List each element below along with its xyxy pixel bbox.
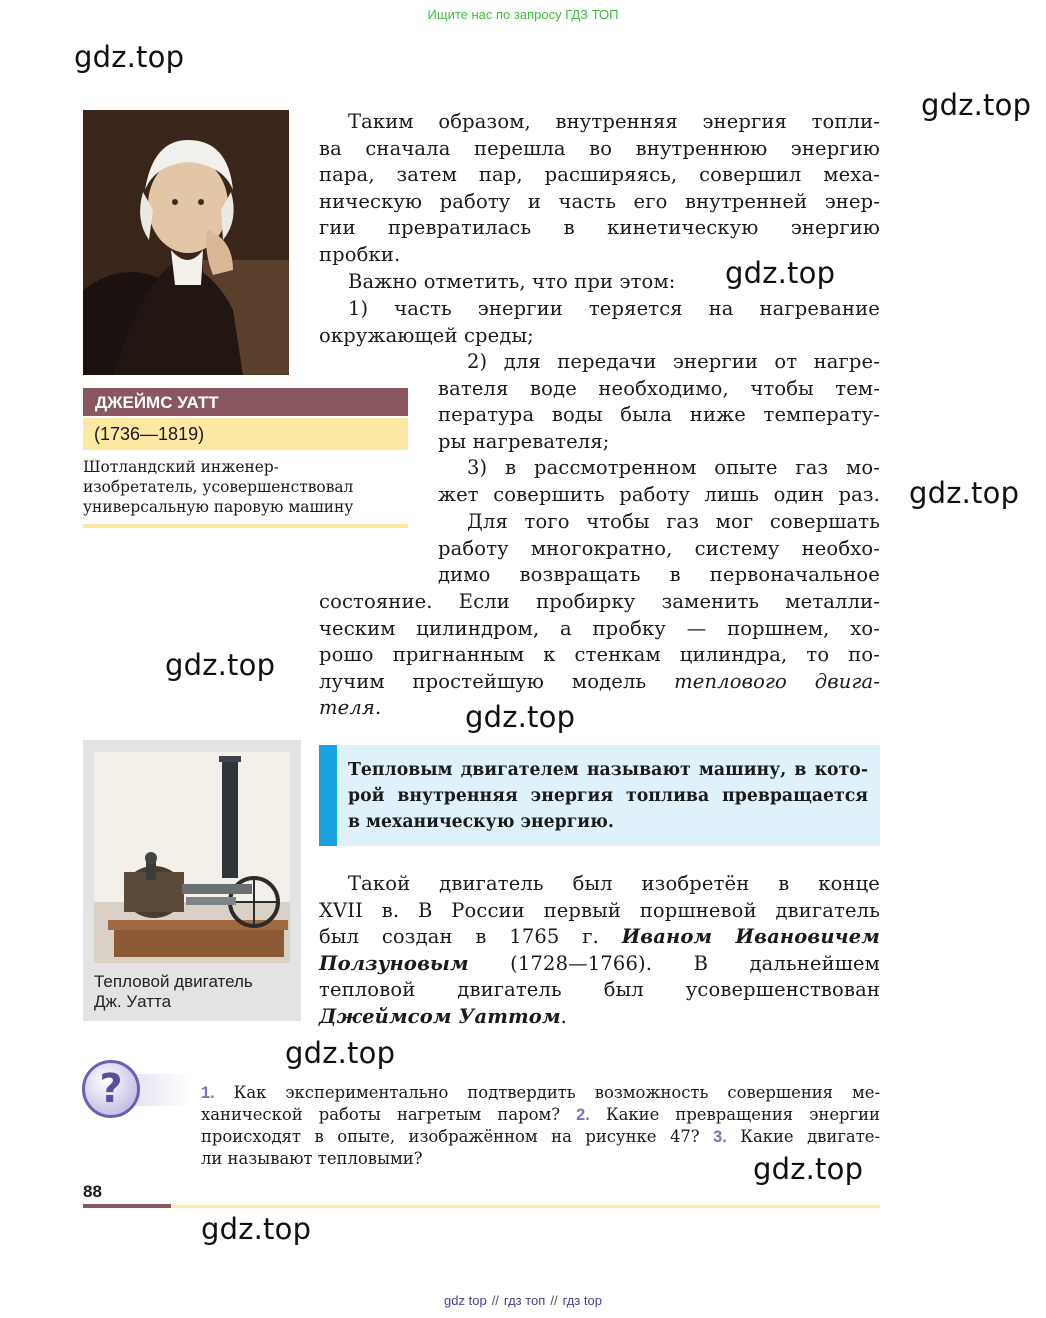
watermark: gdz.top [909, 476, 1020, 510]
person-bio [83, 457, 408, 517]
definition-text [348, 757, 868, 835]
text-run: . [374, 696, 382, 720]
list-item-1 [319, 296, 880, 349]
question-text: Какие превращения энергии [589, 1105, 880, 1124]
bio-line: Шотландский инженер- [83, 458, 279, 476]
text-line: окружающей среды; [319, 323, 534, 347]
person-name: Иваном Ивановичем [621, 925, 880, 949]
banner-separator: // [550, 1293, 558, 1308]
watermark: gdz.top [201, 1212, 312, 1246]
person-name: Джеймсом Уаттом [319, 1004, 561, 1028]
list-item-2 [438, 349, 880, 455]
question-number: 2. [576, 1106, 590, 1124]
page-number: 88 [83, 1182, 102, 1201]
text-line: тепловой двигатель был усовершенствован [319, 978, 880, 1002]
text-line: работу многократно, систему необхо- [438, 536, 880, 560]
banner-link[interactable]: гдз top [562, 1293, 602, 1308]
banner-link[interactable]: gdz top [444, 1293, 487, 1308]
engine-figure [83, 740, 301, 1021]
text-line [201, 1082, 880, 1104]
paragraph-engine-history [319, 871, 880, 1031]
watermark: gdz.top [921, 88, 1032, 122]
text-line: 3) в рассмотренном опыте газ мо- [467, 456, 880, 479]
text-line: пара, затем пар, расширяясь, совершил меха- [319, 163, 880, 187]
banner-separator: // [491, 1293, 499, 1308]
person-name-bar: ДЖЕЙМС УАТТ [83, 388, 408, 416]
banner-link[interactable]: гдз топ [503, 1293, 546, 1308]
text-line: Такой двигатель был изобретён в конце [348, 872, 880, 895]
review-questions [201, 1082, 880, 1169]
text-line: в механическую энергию. [348, 812, 614, 832]
text-line: гии превратилась в кинетическую энергию [319, 216, 880, 240]
term-italic: теля [319, 696, 375, 720]
text-line: ры нагревателя; [438, 429, 610, 453]
caption-line: Дж. Уатта [94, 992, 172, 1011]
text-line: ническую работу и часть его внутренней энер- [319, 189, 880, 213]
question-text: Как экспериментально подтвердить возможность совершения ме- [214, 1083, 880, 1102]
question-text: Какие двигате- [726, 1127, 880, 1146]
text-line: жет совершить работу лишь один раз. [438, 482, 880, 506]
text-line [201, 1126, 880, 1148]
text-line: рошо пригнанным к стенкам цилиндра, то по- [319, 643, 880, 667]
person-name: Ползуновым [319, 951, 469, 975]
text-line: XVII в. В России первый поршневой двигатель [319, 898, 880, 922]
text-line [319, 669, 880, 696]
paragraph-energy-transformation [319, 109, 880, 269]
question-number: 1. [201, 1084, 215, 1102]
text-line: 2) для передачи энергии от нагре- [467, 350, 880, 373]
bio-line: изобретатель, усовершенствовал [83, 478, 354, 496]
definition-box [319, 745, 880, 846]
paragraph-repeated-work [438, 509, 880, 589]
text-line: ва сначала перешла во внутреннюю энергию [319, 136, 880, 160]
question-mark-icon: ? [82, 1060, 140, 1118]
james-watt-portrait [83, 110, 289, 375]
text-line: пробки. [319, 242, 401, 266]
question-text: происходят в опыте, изображённом на рисунке 47? [201, 1127, 714, 1146]
text-line: ческим цилиндром, а пробку — поршнем, хо- [319, 616, 880, 640]
watermark: gdz.top [285, 1036, 396, 1070]
text-line: вателя воде необходимо, чтобы тем- [438, 376, 880, 400]
bottom-banner [0, 1293, 1046, 1308]
top-banner: Ищите нас по запросу ГДЗ ТОП [427, 7, 619, 22]
bio-line: универсальную паровую машину [83, 498, 354, 516]
watermark: gdz.top [465, 700, 576, 734]
caption-line: Тепловой двигатель [94, 972, 253, 991]
text-line: Таким образом, внутренняя энергия топли- [348, 110, 880, 133]
text-line: Тепловым двигателем называют машину, в кото- [348, 760, 868, 780]
paragraph-important-note [348, 269, 748, 296]
bio-underline [83, 524, 408, 528]
watt-engine-photo [94, 752, 290, 963]
footer-rule-accent [83, 1204, 171, 1208]
definition-accent-bar [319, 745, 337, 846]
watermark: gdz.top [165, 648, 276, 682]
text-line: пература воды была ниже температу- [438, 403, 880, 427]
text-run: (1728—1766). В дальнейшем [468, 951, 880, 975]
text-line [201, 1104, 880, 1126]
person-years: (1736—1819) [83, 418, 408, 450]
term-italic: теплового двига- [674, 669, 880, 693]
text-run: лучим простейшую модель [319, 669, 675, 693]
paragraph-heat-engine-model [319, 589, 880, 722]
engine-caption [94, 972, 294, 1012]
text-line [319, 924, 880, 951]
text-line: Важно отметить, что при этом: [348, 270, 676, 293]
text-line: рой внутренняя энергия топлива превращается [348, 786, 868, 806]
text-line [319, 695, 880, 722]
text-line: ли называют тепловыми? [201, 1149, 423, 1168]
text-line: димо возвращать в первоначальное [438, 563, 880, 587]
text-run: был создан в 1765 г. [319, 925, 622, 949]
watermark: gdz.top [725, 256, 836, 290]
text-line [319, 1004, 880, 1031]
text-line [319, 951, 880, 978]
question-number: 3. [713, 1128, 727, 1146]
text-run: . [560, 1004, 568, 1028]
watermark: gdz.top [753, 1152, 864, 1186]
text-line: Для того чтобы газ мог совершать [467, 510, 880, 533]
text-line: 1) часть энергии теряется на нагревание [348, 297, 880, 320]
list-item-3 [438, 455, 880, 508]
watermark: gdz.top [74, 40, 185, 74]
question-text: ханической работы нагретым паром? [201, 1105, 577, 1124]
footer-rule [171, 1205, 880, 1208]
text-line: состояние. Если пробирку заменить металли- [319, 590, 880, 613]
